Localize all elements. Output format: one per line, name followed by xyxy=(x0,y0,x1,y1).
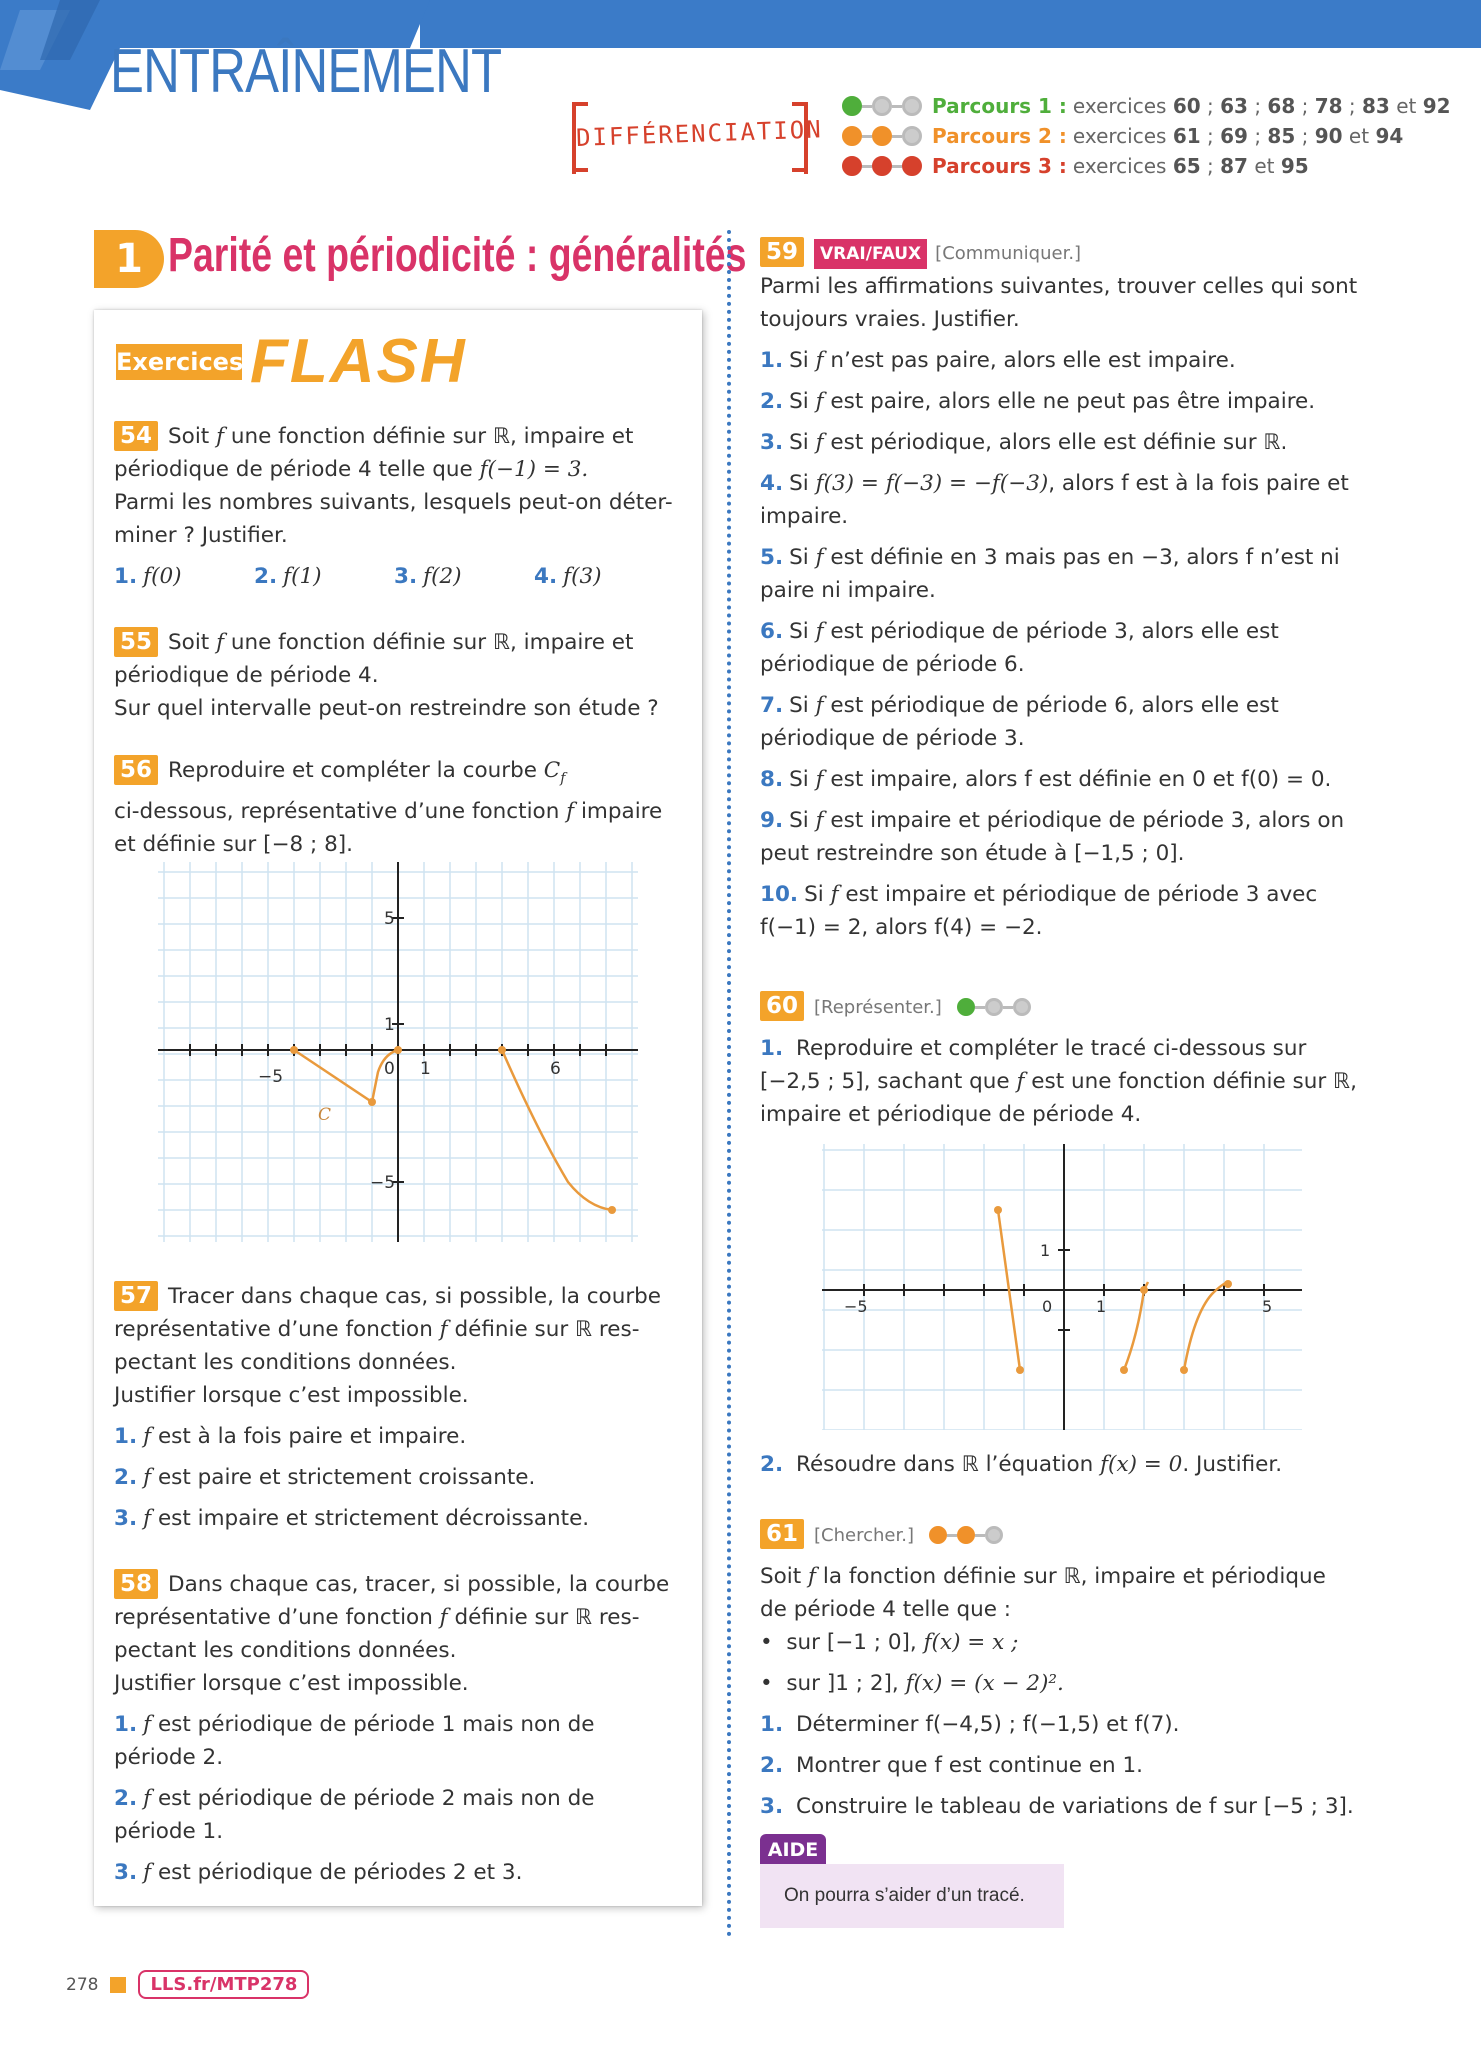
tick-label: 5 xyxy=(384,909,395,929)
flash-word: FLASH xyxy=(250,327,467,396)
tick-label: 5 xyxy=(1262,1297,1273,1316)
parcours-1: Parcours 1 : exercices 60 ; 63 ; 68 ; 78 ; 83 et 92 xyxy=(842,94,1451,118)
exercise-57: 57 Tracer dans chaque cas, si possible, la courbe représentative d’une fonction f définie sur ℝ res- pectant les conditions données. Justifier lorsque c’est impossible. 1. f est à la fois paire et impaire. 2. f est paire et strictement croissante. 3. f est impaire et strictement décroissante. xyxy=(114,1283,662,1531)
tick-label: 1 xyxy=(384,1015,395,1035)
statement: 7. Si f est périodique de période 6, alors elle est périodique de période 3. xyxy=(760,693,1279,751)
exercise-59: 59 VRAI/FAUX [Communiquer.] Parmi les affirmations suivantes, trouver celles qui sont toujours vraies. Justifier. 1. Si f n’est pas paire, alors elle est impaire. 2. Si f est paire, alors elle ne peut pas être impaire. 3. Si f est périodique, alors elle est définie sur ℝ. 4. Si f(3) = f(−3) = −f(−3), alors f est à la fois paire et impaire. 5. Si f est définie en 3 mais pas en −3, alors f n’est ni paire ni impaire. 6. Si f est périodique de période 3, alors elle est périodique de période 6. 7. Si f est périodique de période 6, alors elle est périodique de période 3. 8. Si f est impaire, alors f est définie en 0 et f(0) = 0. 9. Si f est impaire et périodique de période 3, alors on peut restreindre son étude à [−1,5 ; 0]. 10. Si f est impaire et périodique de période 3 avec f(−1) = 2, alors f(4) = −2. xyxy=(760,236,1460,944)
exercise-number: 59 xyxy=(760,237,804,267)
statement: 6. Si f est périodique de période 3, alors elle est périodique de période 6. xyxy=(760,619,1279,677)
parcours-2: Parcours 2 : exercices 61 ; 69 ; 85 ; 90 et 94 xyxy=(842,124,1403,148)
differenciation-label: DIFFÉRENCIATION xyxy=(575,115,824,152)
exercise-61: 61 [Chercher.] Soit f la fonction définie sur ℝ, impaire et périodique de période 4 telle que : • sur [−1 ; 0], f(x) = x ; • sur ]1 ; 2], f(x) = (x − 2)². 1. Déterminer f(−4,5) ; f(−1,5) et f(7). 2. Montrer que f est continue en 1. 3. Construire le tableau de variations de f sur [−5 ; 3]. xyxy=(760,1521,1354,1819)
footer-square-icon xyxy=(110,1977,126,1993)
statement: 5. Si f est définie en 3 mais pas en −3, alors f n’est ni paire ni impaire. xyxy=(760,545,1340,603)
exercise-number: 60 xyxy=(760,991,804,1021)
aide-box: On pourra s’aider d’un tracé. xyxy=(760,1864,1064,1928)
exercise-number: 58 xyxy=(114,1569,158,1599)
graph-60 xyxy=(822,1144,1302,1430)
curve-label: C xyxy=(318,1105,332,1125)
tick-label: 1 xyxy=(420,1059,431,1079)
statement: 3. Si f est périodique, alors elle est définie sur ℝ. xyxy=(760,430,1288,455)
tick-label: 1 xyxy=(1040,1241,1051,1260)
exercise-55: 55 Soit f une fonction définie sur ℝ, impaire et périodique de période 4. Sur quel intervalle peut-on restreindre son étude ? xyxy=(114,629,659,721)
exercise-54: 54 Soit f une fonction définie sur ℝ, impaire et périodique de période 4 telle que f(−1) = 3. Parmi les nombres suivants, lesquels peut-on déter- miner ? Justifier. 1. f(0) 2. f(1) 3. f(2) 4. f(3) xyxy=(114,420,684,593)
exercise-number: 61 xyxy=(760,1519,804,1549)
tick-label: −5 xyxy=(844,1297,868,1316)
footer-link[interactable]: LLS.fr/MTP278 xyxy=(138,1970,309,1999)
statement: 4. Si f(3) = f(−3) = −f(−3), alors f est à la fois paire et impaire. xyxy=(760,471,1349,529)
section-title: Parité et périodicité : généralités xyxy=(168,229,747,282)
exercise-number: 57 xyxy=(114,1281,158,1311)
tick-label: −5 xyxy=(370,1173,396,1193)
difficulty-dots-icon xyxy=(957,998,1031,1016)
footer xyxy=(66,1970,309,1999)
flash-tag: Exercices xyxy=(116,344,242,380)
statement: 9. Si f est impaire et périodique de période 3, alors on peut restreindre son étude à [−1,5 ; 0]. xyxy=(760,808,1345,866)
exercise-56: 56 Reproduire et compléter la courbe $C_f$ ci-dessous, représentative d’une fonction f impaire et définie sur [−8 ; 8]. xyxy=(114,757,663,858)
tick-label: 0 xyxy=(384,1059,395,1079)
tick-label: −5 xyxy=(258,1067,284,1087)
exercise-number: 55 xyxy=(114,627,158,657)
tick-label: 6 xyxy=(550,1059,561,1079)
tick-label: 1 xyxy=(1096,1297,1107,1316)
differenciation-box xyxy=(572,102,824,174)
vrai-faux-tag: VRAI/FAUX xyxy=(814,239,927,269)
statement: 10. Si f est impaire et périodique de période 3 avec f(−1) = 2, alors f(4) = −2. xyxy=(760,882,1318,940)
graph-56 xyxy=(158,862,638,1242)
exercise-60: 60 [Représenter.] 1. Reproduire et compléter le tracé ci-dessous sur [−2,5 ; 5], sachant que f est une fonction définie sur ℝ, impaire et périodique de période 4. xyxy=(760,993,1357,1127)
parcours-3-dots-icon xyxy=(842,156,922,176)
difficulty-dots-icon xyxy=(929,1526,1003,1544)
parcours-3: Parcours 3 : exercices 65 ; 87 et 95 xyxy=(842,154,1309,178)
statement: 8. Si f est impaire, alors f est définie en 0 et f(0) = 0. xyxy=(760,767,1332,792)
statement: 2. Si f est paire, alors elle ne peut pas être impaire. xyxy=(760,389,1316,414)
exercise-60-question-2: 2. Résoudre dans ℝ l’équation f(x) = 0. Justifier. xyxy=(760,1452,1283,1477)
statement: 1. Si f n’est pas paire, alors elle est impaire. xyxy=(760,348,1236,373)
section-number: 1 xyxy=(94,230,164,288)
parcours-1-dots-icon xyxy=(842,96,922,116)
aide-tag: AIDE xyxy=(760,1834,826,1866)
exercise-54-options: 1. f(0) 2. f(1) 3. f(2) 4. f(3) xyxy=(114,564,602,589)
exercise-58: 58 Dans chaque cas, tracer, si possible, la courbe représentative d’une fonction f définie sur ℝ res- pectant les conditions données. Justifier lorsque c’est impossible. 1. f est périodique de période 1 mais non de période 2. 2. f est périodique de période 2 mais non de période 1. 3. f est périodique de périodes 2 et 3. xyxy=(114,1571,670,1885)
header-title: ENTRAÎNEMENT xyxy=(110,37,502,106)
bullet-icon: • xyxy=(760,1671,773,1696)
parcours-2-dots-icon xyxy=(842,126,922,146)
tick-label: 0 xyxy=(1042,1297,1053,1316)
exercise-number: 54 xyxy=(114,421,158,451)
column-separator xyxy=(727,230,731,1938)
exercise-number: 56 xyxy=(114,755,158,785)
bullet-icon: • xyxy=(760,1630,773,1655)
top-color-band xyxy=(420,0,1481,48)
page-number: 278 xyxy=(66,1974,99,1995)
